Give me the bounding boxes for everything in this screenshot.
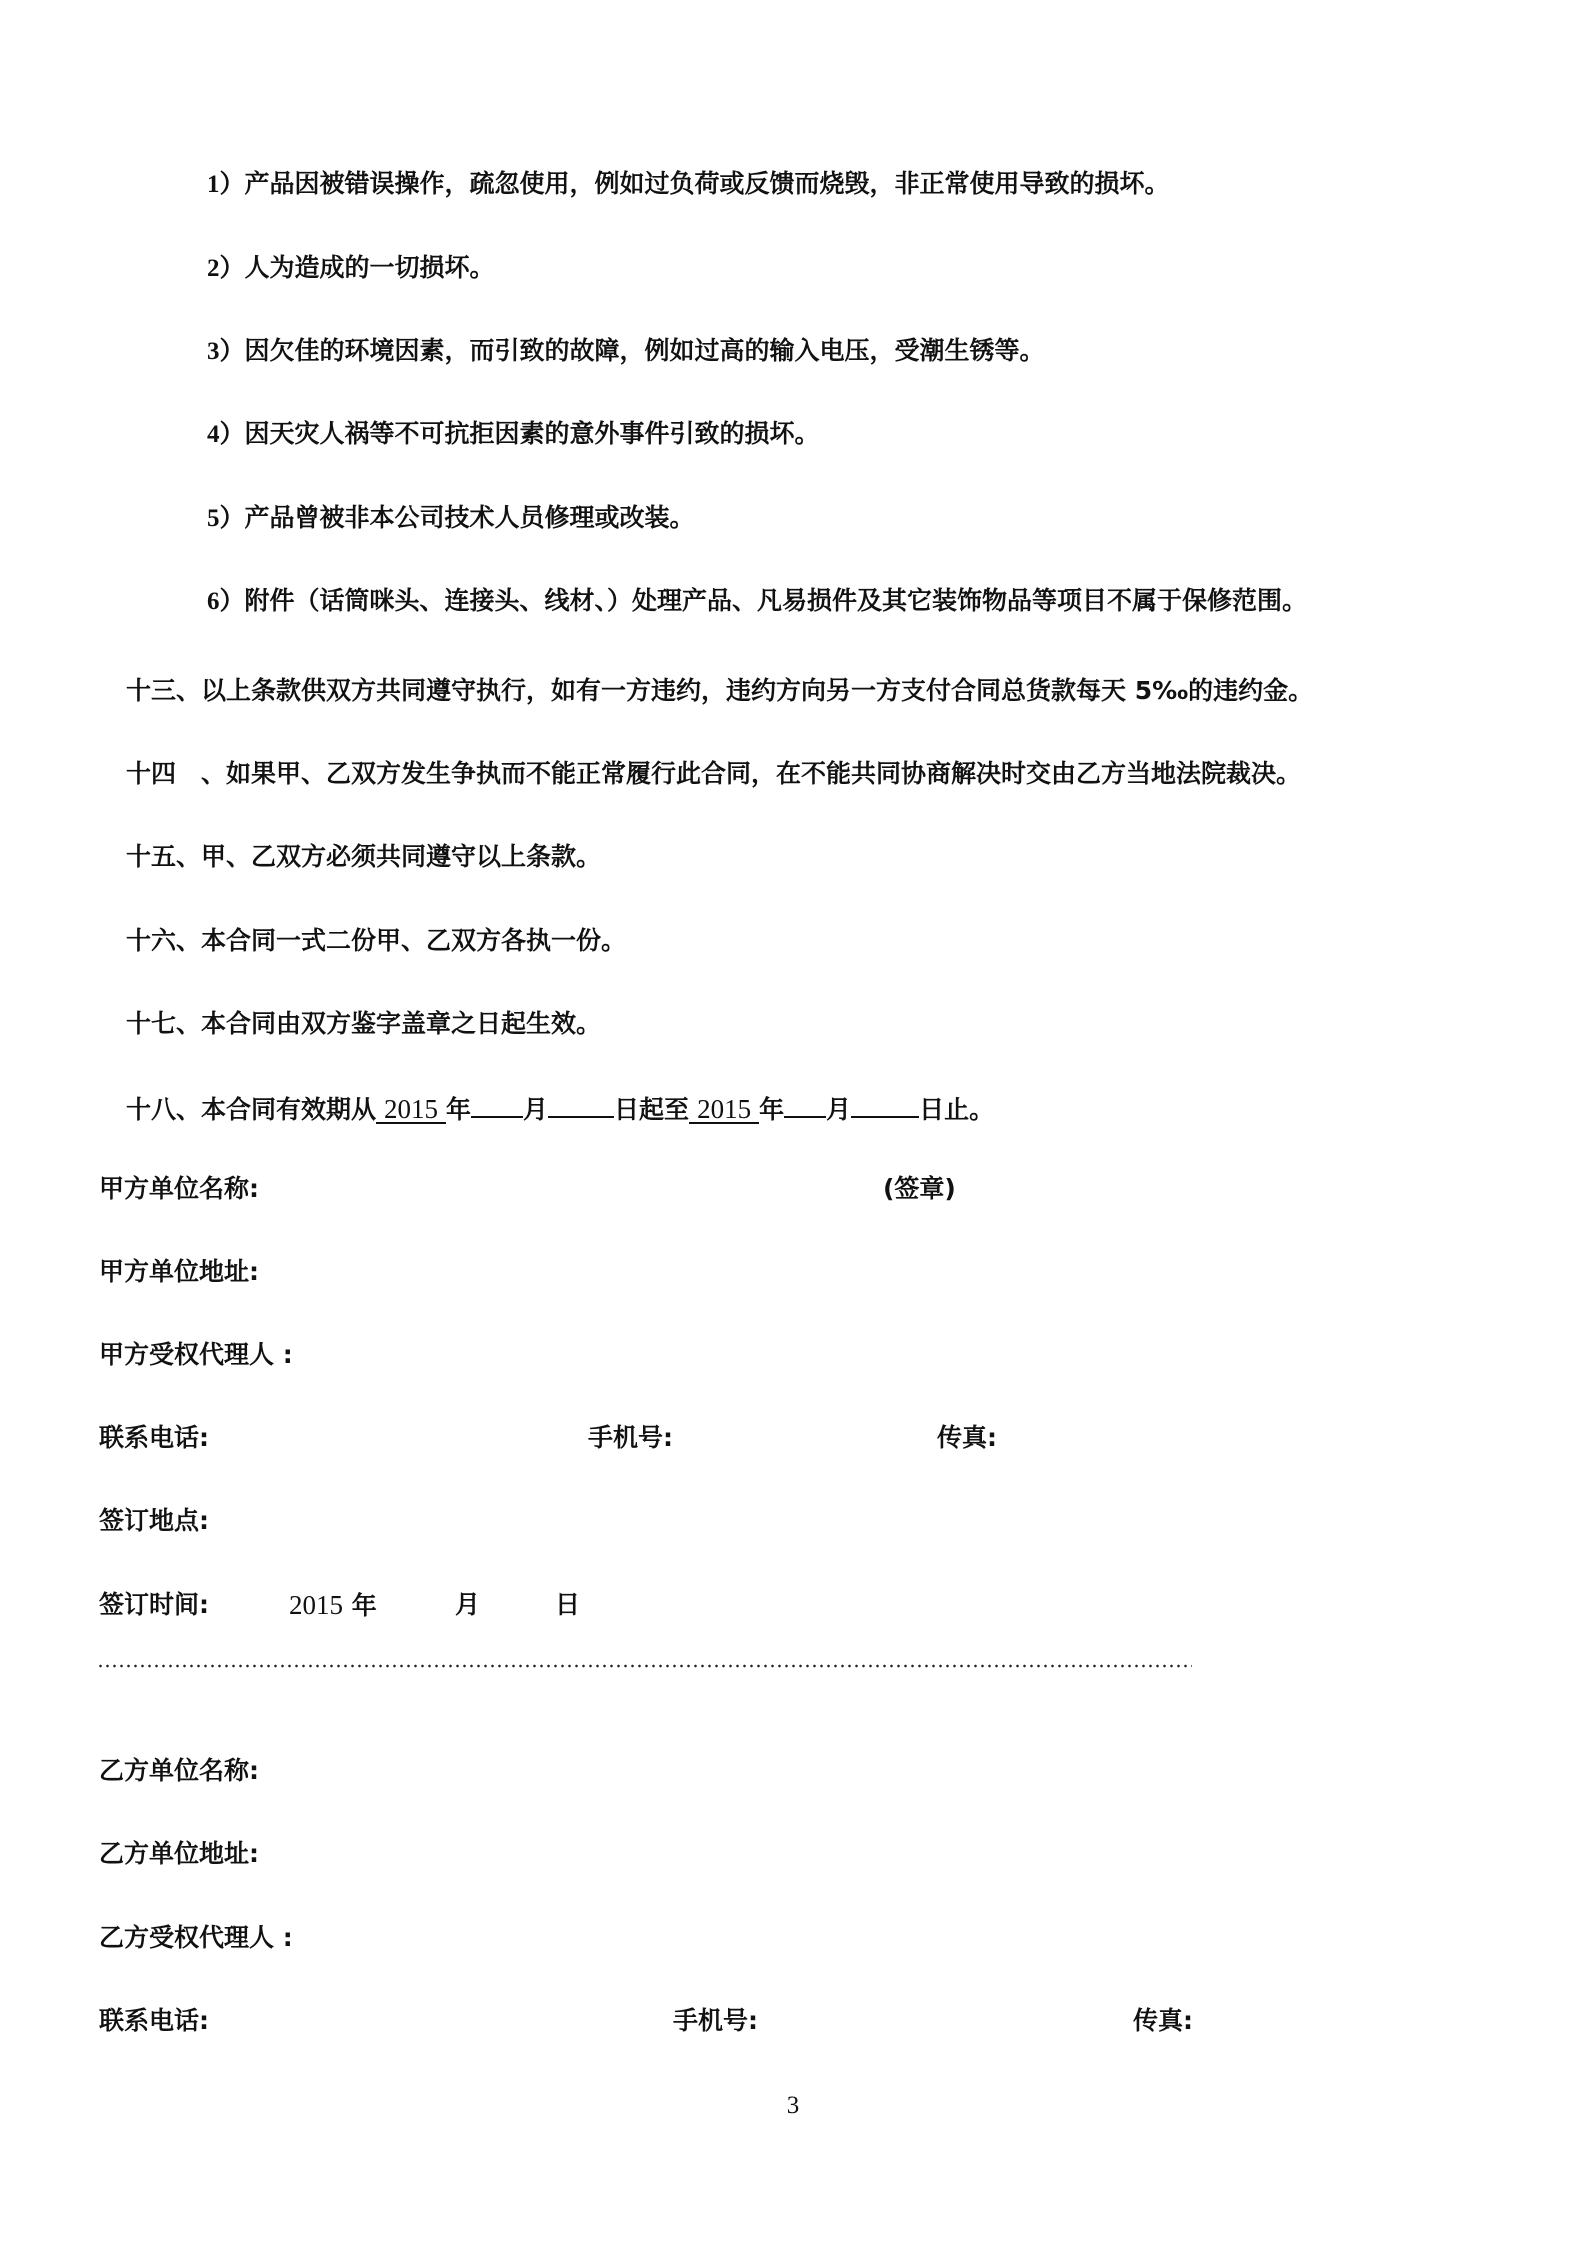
page-number: 3 (786, 2092, 800, 2119)
exclusion-item (207, 250, 495, 287)
validity-prefix: 十八、本合同有效期从 (126, 1095, 377, 1124)
exclusion-text: 产品因被错误操作，疏忽使用，例如过负荷或反馈而烧毁，非正常使用导致的损坏。 (244, 169, 1170, 198)
seal-label: (签章) (883, 1174, 956, 1203)
party-b-phone-label: 联系电话: (99, 2006, 209, 2035)
exclusion-number: 6） (207, 588, 245, 615)
party-a-fax-label: 传真: (937, 1423, 997, 1452)
party-b-name-label: 乙方单位名称: (99, 1756, 259, 1785)
clause-text: 以上条款供双方共同遵守执行，如有一方违约，违约方向另一方支付合同总货款每天 5‰的违约金。 (201, 676, 1314, 705)
exclusion-number: 1） (207, 171, 245, 198)
end-year-field[interactable]: 2015 (689, 1096, 759, 1124)
party-a-mobile-label: 手机号: (588, 1423, 673, 1452)
signing-year-value: 2015 (289, 1590, 343, 1620)
clause-15 (126, 839, 601, 875)
start-day-field[interactable] (548, 1090, 614, 1118)
year-unit: 年 (446, 1095, 472, 1124)
party-a-address-label: 甲方单位地址: (99, 1257, 259, 1286)
clause-17 (126, 1006, 601, 1042)
clause-number: 十七、 (126, 1009, 202, 1038)
signing-year-unit: 年 (351, 1591, 377, 1620)
clause-16 (126, 923, 626, 959)
party-a-name-label: 甲方单位名称: (99, 1174, 259, 1203)
exclusion-number: 5） (207, 505, 245, 532)
clause-text: 如果甲、乙双方发生争执而不能正常履行此合同，在不能共同协商解决时交由乙方当地法院裁决。 (226, 759, 1302, 788)
clause-14 (126, 756, 1301, 792)
end-month-field[interactable] (784, 1090, 826, 1118)
year-unit: 年 (759, 1095, 785, 1124)
clause-13 (126, 673, 1313, 709)
party-b-fax-label: 传真: (1133, 2006, 1193, 2035)
exclusion-text: 附件（话筒咪头、连接头、线材、）处理产品、凡易损件及其它装饰物品等项目不属于保修范围。 (244, 586, 1308, 615)
exclusion-item (207, 416, 820, 453)
start-month-field[interactable] (471, 1090, 523, 1118)
start-year-field[interactable]: 2015 (376, 1096, 446, 1124)
exclusion-number: 2） (207, 255, 245, 282)
party-a-agent-label: 甲方受权代理人 : (99, 1340, 293, 1369)
signing-day-label: 日 (555, 1590, 581, 1619)
clause-number: 十三、 (126, 676, 202, 705)
clause-number: 十四 、 (126, 759, 227, 788)
exclusion-text: 因欠佳的环境因素，而引致的故障，例如过高的输入电压，受潮生锈等。 (244, 336, 1045, 365)
exclusion-number: 3） (207, 338, 245, 365)
exclusion-text: 人为造成的一切损坏。 (244, 253, 495, 282)
exclusion-item (207, 500, 695, 537)
day-from-text: 日起至 (614, 1095, 690, 1124)
party-a-phone-label: 联系电话: (99, 1423, 209, 1452)
exclusion-text: 因天灾人祸等不可抗拒因素的意外事件引致的损坏。 (244, 419, 820, 448)
month-unit: 月 (523, 1095, 549, 1124)
clause-text: 本合同由双方鉴字盖章之日起生效。 (201, 1009, 602, 1038)
exclusion-number: 4） (207, 421, 245, 448)
clause-text: 甲、乙双方必须共同遵守以上条款。 (201, 842, 602, 871)
exclusion-text: 产品曾被非本公司技术人员修理或改装。 (244, 503, 695, 532)
signing-place-label: 签订地点: (99, 1506, 209, 1535)
signing-time-label: 签订时间: (99, 1590, 209, 1619)
end-day-field[interactable] (851, 1090, 919, 1118)
exclusion-item (207, 333, 1045, 370)
party-b-mobile-label: 手机号: (673, 2006, 758, 2035)
signing-time-year (289, 1587, 377, 1624)
dotted-separator (97, 1664, 1192, 1668)
exclusion-item (207, 583, 1307, 620)
clause-number: 十六、 (126, 926, 202, 955)
month-unit: 月 (826, 1095, 852, 1124)
party-b-agent-label: 乙方受权代理人 : (99, 1923, 293, 1952)
signing-month-label: 月 (455, 1590, 481, 1619)
party-b-address-label: 乙方单位地址: (99, 1839, 259, 1868)
exclusion-item (207, 166, 1170, 203)
day-end-text: 日止。 (919, 1095, 995, 1124)
clause-text: 本合同一式二份甲、乙双方各执一份。 (201, 926, 627, 955)
clause-18-validity (126, 1090, 994, 1128)
clause-number: 十五、 (126, 842, 202, 871)
